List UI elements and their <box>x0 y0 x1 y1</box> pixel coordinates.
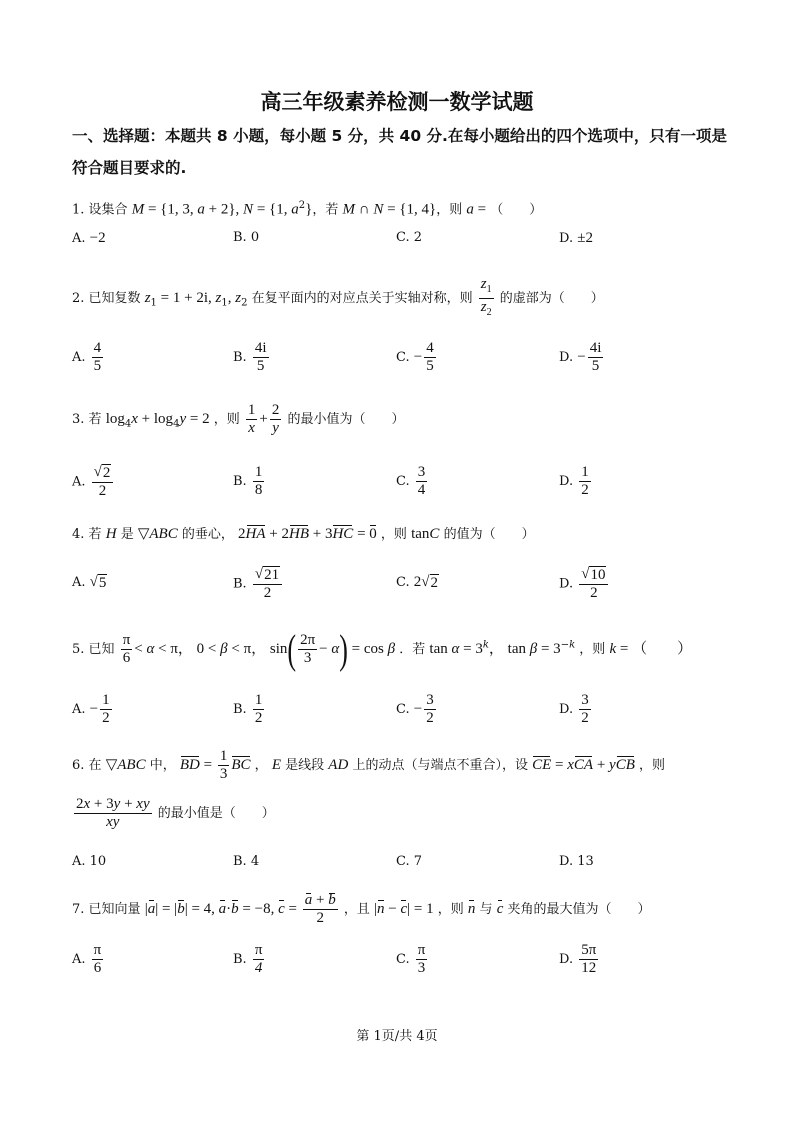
q1-option-d[interactable]: D. ±2 <box>559 230 593 246</box>
q7-option-d[interactable]: D. $\frac{5\pi}{12}$ <box>559 942 597 976</box>
q3-option-c[interactable]: C. $\frac{3}{4}$ <box>396 464 426 498</box>
q4-option-d[interactable]: D. √ 10 2 <box>559 566 610 602</box>
q3-option-d[interactable]: D. $\frac{1}{2}$ <box>559 464 589 498</box>
q5-option-b[interactable]: B. $\frac{1}{2}$ <box>233 692 263 726</box>
q6-option-b[interactable]: B. 4 <box>233 854 260 869</box>
q3-option-b[interactable]: B. $\frac{1}{8}$ <box>233 464 263 498</box>
q7-option-b[interactable]: B. $\frac{\pi}{4}$ <box>233 942 263 976</box>
question-2: 2. 已知复数 $z_1 = 1 + 2i$, $z_1$, $z_2$ 在复平面内的对应点关于实轴对称，则 $\frac{z_1}{z_2}$ 的虚部为（ ） <box>72 276 604 318</box>
section-heading-line2: 符合题目要求的. <box>72 159 187 177</box>
q2-option-d[interactable]: D. − $\frac{4i}{5}$ <box>559 340 602 374</box>
section-heading-line1: 一、选择题：本题共 8 小题，每小题 5 分，共 40 分.在每小题给出的四个选项中，只有一项是 <box>72 127 727 145</box>
question-6: 6. 在 ▽ABC 中， BD = $\frac{1}{3}$ BC ， E 是线段 AD 上的动点（与端点不重合），设 CE = xCA + yCB ，则 <box>72 748 666 782</box>
question-5: 5. 已知 $\frac{\pi}{6}$ < α < π， 0 < β < π， sin( $\frac{2\pi}{3}$ − α) = cos β ．若 $\tan \alpha = 3^k$， $\tan \beta = 3^{-k}$ ，则 k = （ ） <box>72 625 693 672</box>
q2-option-a[interactable]: A. $\frac{4}{5}$ <box>72 340 102 374</box>
q4-option-a[interactable]: A. √ 5 <box>72 574 107 591</box>
q3-option-a[interactable]: A. √ 2 2 <box>72 464 115 500</box>
q4-option-b[interactable]: B. √ 21 2 <box>233 566 284 602</box>
q5-option-c[interactable]: C. − $\frac{3}{2}$ <box>396 692 434 726</box>
q6-option-d[interactable]: D. 13 <box>559 854 594 869</box>
q2-option-c[interactable]: C. − $\frac{4}{5}$ <box>396 340 434 374</box>
question-1: 1. 设集合 M = {1, 3, a + 2}, N = {1, $a^2$}，若 M ∩ N = {1, 4}，则 a = （ ） <box>72 200 543 218</box>
q1-option-a[interactable]: A. −2 <box>72 230 106 246</box>
q1-option-c[interactable]: C. 2 <box>396 230 423 245</box>
q5-option-d[interactable]: D. $\frac{3}{2}$ <box>559 692 589 726</box>
page-title: 高三年级素养检测一数学试题 <box>260 90 534 114</box>
q7-option-a[interactable]: A. $\frac{\pi}{6}$ <box>72 942 102 976</box>
question-4: 4. 若 H 是 ▽ABC 的垂心， 2HA + 2HB + 3HC = 0 ，则 tanC 的值为（ ） <box>72 526 535 542</box>
question-6-line2: $\frac{2x + 3y + xy}{xy}$ 的最小值是（ ） <box>76 796 275 830</box>
q6-option-c[interactable]: C. 7 <box>396 854 423 869</box>
q1-option-b[interactable]: B. 0 <box>233 230 260 245</box>
q7-option-c[interactable]: C. $\frac{\pi}{3}$ <box>396 942 426 976</box>
q6-option-a[interactable]: A. 10 <box>72 854 107 869</box>
q4-option-c[interactable]: C. 2 √ 2 <box>396 574 438 591</box>
q2-option-b[interactable]: B. $\frac{4i}{5}$ <box>233 340 267 374</box>
question-7: 7. 已知向量 |a| = |b| = 4, a·b = −8, c = $\frac{a + b}{2}$ ，且 |n − c| = 1 ，则 n 与 c 夹角的最大值为（ ） <box>72 892 651 926</box>
question-3: 3. 若 $\log_4x + \log_4y = 2$ ，则 $\frac{1}{x}$ + $\frac{2}{y}$ 的最小值为（ ） <box>72 402 405 436</box>
q5-option-a[interactable]: A. − $\frac{1}{2}$ <box>72 692 110 726</box>
page-footer: 第 1页/共 4页 <box>356 1029 438 1044</box>
